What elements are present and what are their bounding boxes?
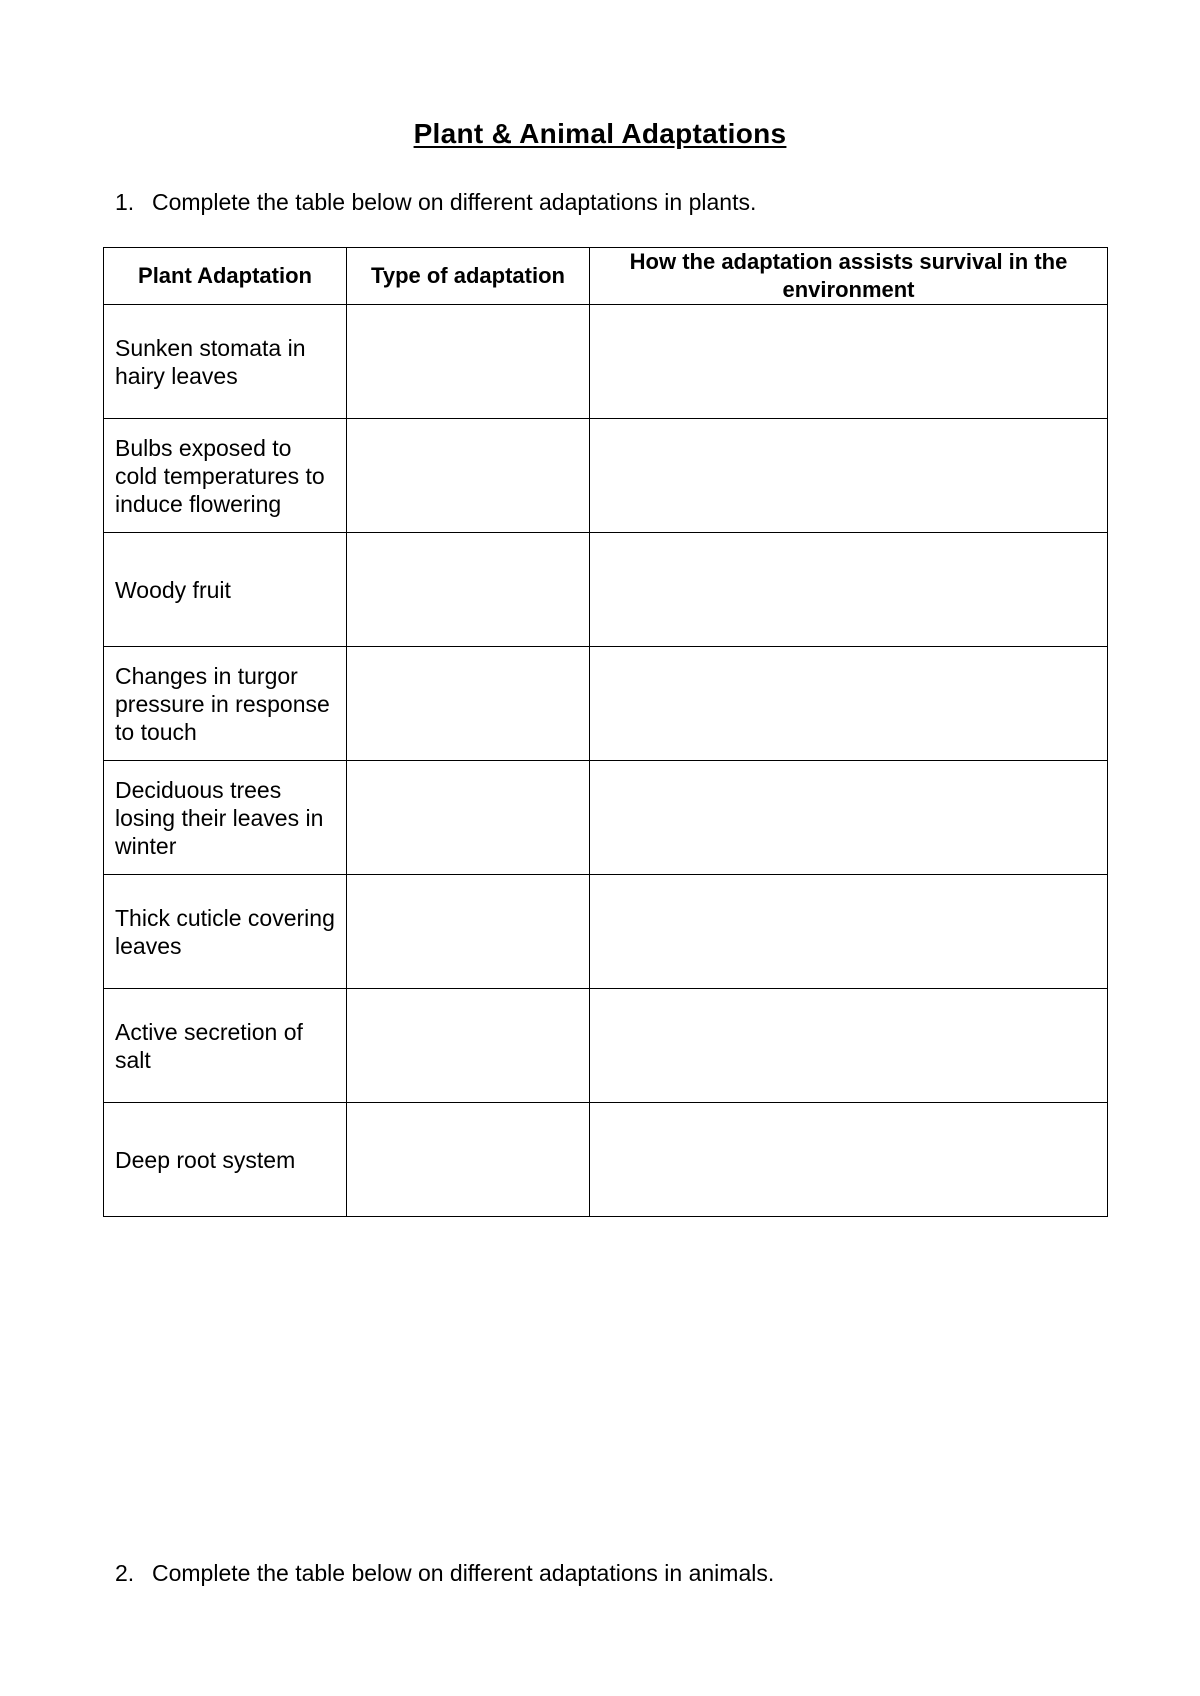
type-of-adaptation-cell[interactable] — [347, 875, 590, 989]
table-row — [104, 647, 1108, 761]
type-of-adaptation-cell[interactable] — [347, 761, 590, 875]
header-plant-adaptation: Plant Adaptation — [104, 248, 347, 305]
header-how-assists-survival: How the adaptation assists survival in the environment — [590, 248, 1108, 305]
table-row — [104, 761, 1108, 875]
header-type-of-adaptation: Type of adaptation — [347, 248, 590, 305]
table-row — [104, 989, 1108, 1103]
survival-explanation-cell[interactable] — [590, 647, 1108, 761]
survival-explanation-cell[interactable] — [590, 305, 1108, 419]
plant-adaptation-cell: Changes in turgor pressure in response to touch — [104, 647, 347, 761]
question-2-number: 2. — [115, 1560, 135, 1586]
survival-explanation-cell[interactable] — [590, 989, 1108, 1103]
table-row — [104, 1103, 1108, 1217]
survival-explanation-cell[interactable] — [590, 875, 1108, 989]
survival-explanation-cell[interactable] — [590, 761, 1108, 875]
table-row — [104, 875, 1108, 989]
plant-adaptation-cell: Deep root system — [104, 1103, 347, 1217]
plant-adaptation-cell: Bulbs exposed to cold temperatures to induce flowering — [104, 419, 347, 533]
table-row — [104, 419, 1108, 533]
page-title: Plant & Animal Adaptations — [413, 118, 787, 149]
question-2-text: Complete the table below on different adaptations in animals. — [152, 1560, 775, 1586]
type-of-adaptation-cell[interactable] — [347, 989, 590, 1103]
question-1 — [115, 189, 756, 216]
survival-explanation-cell[interactable] — [590, 419, 1108, 533]
type-of-adaptation-cell[interactable] — [347, 305, 590, 419]
question-1-number: 1. — [115, 189, 135, 215]
plant-adaptations-table — [103, 247, 1108, 1217]
plant-adaptation-cell: Woody fruit — [104, 533, 347, 647]
survival-explanation-cell[interactable] — [590, 533, 1108, 647]
survival-explanation-cell[interactable] — [590, 1103, 1108, 1217]
table-row — [104, 305, 1108, 419]
table-header-row — [104, 248, 1108, 305]
type-of-adaptation-cell[interactable] — [347, 647, 590, 761]
question-2 — [115, 1560, 774, 1587]
plant-adaptation-cell: Active secretion of salt — [104, 989, 347, 1103]
plant-adaptation-cell: Thick cuticle covering leaves — [104, 875, 347, 989]
type-of-adaptation-cell[interactable] — [347, 1103, 590, 1217]
table-row — [104, 533, 1108, 647]
plant-adaptation-cell: Sunken stomata in hairy leaves — [104, 305, 347, 419]
type-of-adaptation-cell[interactable] — [347, 419, 590, 533]
question-1-text: Complete the table below on different adaptations in plants. — [152, 189, 757, 215]
type-of-adaptation-cell[interactable] — [347, 533, 590, 647]
plant-adaptation-cell: Deciduous trees losing their leaves in winter — [104, 761, 347, 875]
